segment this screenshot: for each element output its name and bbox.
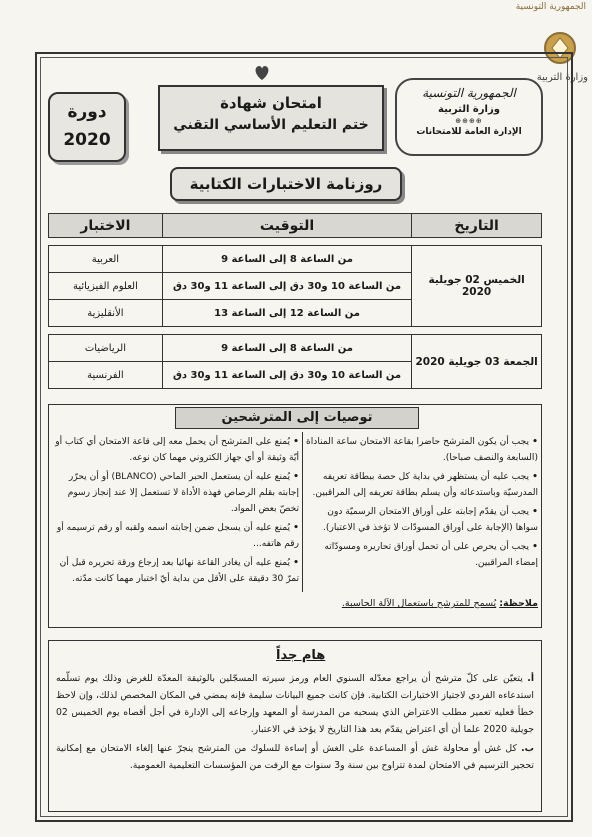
exam-cell: العربية: [49, 246, 163, 273]
ministry-ornament: ⊕⊕⊕⊕: [455, 117, 483, 125]
list-item: • يُمنع عليه أن يسجل ضمن إجابته اسمه ولقبه أو رقم ترسيمه أو رقم هاتفه...: [56, 523, 299, 549]
exam-cell: الأنقليزية: [49, 300, 163, 327]
important-title: هام جداً: [276, 648, 326, 663]
ministry-name: وزارة التربية: [438, 104, 500, 115]
day-date: الجمعة 03 جويلية 2020: [412, 335, 542, 389]
advice-right-column: [306, 434, 538, 574]
ministry-republic: الجمهورية التونسية: [422, 86, 516, 100]
list-item: • يجب أن يحرص على أن تحمل أوراق تحاريره ومسودّاته إمضاء المراقبين.: [324, 542, 538, 568]
exam-cell: الرياضيات: [49, 335, 163, 362]
header-date: التاريخ: [412, 214, 542, 238]
advice-left-column: [53, 434, 299, 590]
note-label: ملاحظة:: [499, 598, 538, 609]
time-cell: من الساعة 12 إلى الساعة 13: [162, 300, 411, 327]
advice-title: توصيات إلى المترشحين: [175, 407, 419, 429]
time-cell: من الساعة 10 و30 دق إلى الساعة 11 و30 دق: [162, 273, 411, 300]
time-cell: من الساعة 10 و30 دق إلى الساعة 11 و30 دق: [162, 362, 411, 389]
top-logo-text: الجمهورية التونسية: [515, 2, 586, 12]
important-body: [56, 670, 534, 776]
table-row: [49, 335, 542, 362]
time-cell: من الساعة 8 إلى الساعة 9: [162, 246, 411, 273]
ministry-box: [395, 78, 543, 156]
table-gap: [49, 327, 542, 335]
header-time: التوقيت: [162, 214, 411, 238]
list-item: أ. يتعيّن على كلّ مترشح أن يراجع معدّله السنوي العام ورمز سيرته المسجّلين بالوثيقة المعدّة للغرض وذلك يوم تسلّمه استدعاءه الفردي لاجتياز الاختبارات الكتابية. فإن كانت جميع البيانات سليمة فإنه يمضي في المكان المخصص لذلك، وإن لاحظ خطأ فعليه تعمير مطلب الاعتراض الذي يسحبه من المدرسة أو المعهد وإرجاعه إلى الإدارة في أجل أقصاه يوم الخميس 02 جويلية 2020 علما أن أي اعتراض يقدّم بعد هذا التاريخ لا يؤخذ في الاعتبار.: [56, 673, 534, 735]
schedule-header-row: [49, 214, 542, 238]
ornament-icon: [252, 64, 272, 82]
ministry-department: الإدارة العامة للامتحانات: [416, 127, 522, 137]
list-item: • يُمنع على المترشح أن يحمل معه إلى قاعة الامتحان أي كتاب أو أيّة وثيقة أو أي جهاز الكتروني مهما كان نوعه.: [55, 437, 299, 463]
top-logo-label: وزارة التربية: [536, 72, 588, 83]
schedule-table: [48, 213, 542, 389]
session-box: [48, 92, 126, 162]
list-item: • يجب أن يقدّم إجابته على أوراق الامتحان الرسميّة دون سواها (الإجابة على أوراق المسودّات لا تؤخذ في الاعتبار).: [323, 507, 538, 533]
list-item: ب. كل غش أو محاولة غش أو المساعدة على الغش أو إساءة للسلوك من المترشح ينجرّ عنها إلغاء الامتحان مع إمكانية تحجير الترسيم في الامتحان لمدة تتراوح بين سنة و3 سنوات مع الرفت من المؤسسات التعليمية العمومية.: [56, 743, 534, 771]
list-item: • يُمنع عليه أن يغادر القاعة نهائيا بعد إرجاع ورقة تحريره قبل أن تمرّ 30 دقيقة على الأقل من بداية أيّ اختبار مهما كانت مدّته.: [59, 558, 299, 584]
list-item: • يجب عليه أن يستظهر في بداية كل حصة ببطاقة تعريفه المدرسيّة وباستدعائه وأن يسلم بطاقة تعريفه إلى المراقبين.: [312, 472, 538, 498]
note-text: يُسمح للمترشح باستعمال الآلة الحاسبة.: [341, 598, 497, 609]
header-exam: الاختبار: [49, 214, 163, 238]
exam-cell: الفرنسية: [49, 362, 163, 389]
exam-title-line2: ختم التعليم الأساسي التقني: [173, 117, 369, 133]
list-item: • يُمنع عليه أن يستعمل الحبر الماحي (BLANCO) أو أن يحرّر إجابته بقلم الرصاص فهذه الأداة لا تستعمل إلا عند إنجاز رسوم تخصّ بعض المواد.: [67, 472, 299, 514]
table-gap: [49, 238, 542, 246]
exam-cell: العلوم الفيزيائية: [49, 273, 163, 300]
exam-title-line1: امتحان شهادة: [220, 94, 322, 112]
table-row: [49, 246, 542, 273]
advice-divider: [302, 432, 303, 592]
time-cell: من الساعة 8 إلى الساعة 9: [162, 335, 411, 362]
exam-title-box: [158, 85, 384, 151]
session-label: دورة: [67, 102, 107, 122]
session-year: 2020: [63, 130, 111, 150]
calendar-title: روزنامة الاختبارات الكتابية: [170, 167, 402, 201]
list-item: • يجب أن يكون المترشح حاضرا بقاعة الامتحان ساعة المناداة (السابعة والنصف صباحا).: [306, 437, 538, 463]
day-date: الخميس 02 جويلية 2020: [412, 246, 542, 327]
calculator-note: [306, 598, 538, 609]
